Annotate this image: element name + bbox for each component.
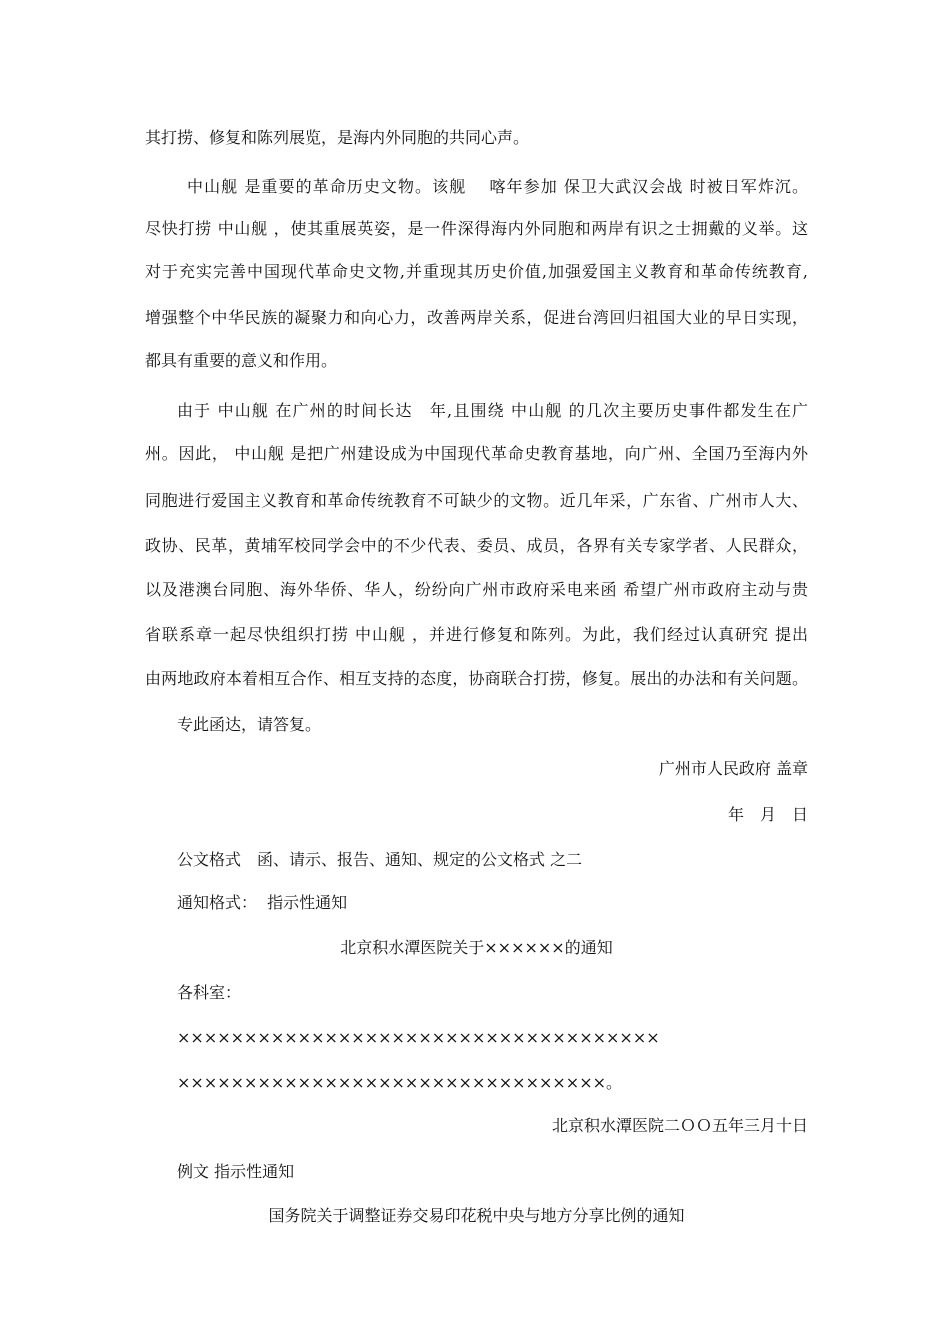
paragraph-line: 省联系章一起尽快组织打捞 中山舰 ，并进行修复和陈列。为此，我们经过认真研究 提出	[145, 625, 808, 644]
notice-format-label: 通知格式： 指示性通知	[177, 893, 348, 912]
paragraph-line: 同胞进行爱国主义教育和革命传统教育不可缺少的文物。近几年采，广东省、广州市人大、	[145, 491, 808, 510]
date-blank: 年 月 日	[727, 805, 808, 824]
paragraph-line: 都具有重要的意义和作用。	[145, 351, 338, 370]
paragraph-line: 由于 中山舰 在广州的时间长达 年,且围绕 中山舰 的几次主要历史事件都发生在广	[177, 401, 808, 420]
format-heading: 公文格式 函、请示、报告、通知、规定的公文格式 之二	[177, 850, 583, 869]
paragraph-line: 以及港澳台同胞、海外华侨、华人，纷纷向广州市政府采电来函 希望广州市政府主动与贵	[145, 580, 808, 599]
signature: 广州市人民政府 盖章	[658, 759, 808, 778]
paragraph-line: 政协、民革，黄埔军校同学会中的不少代表、委员、成员，各界有关专家学者、人民群众，	[145, 536, 808, 555]
notice-body-line: ××××××××××××××××××××××××××××××××××××	[177, 1028, 660, 1047]
paragraph-line: 其打捞、修复和陈列展览，是海内外同胞的共同心声。	[145, 128, 530, 147]
example-label: 例文 指示性通知	[177, 1162, 295, 1181]
closing-line: 专此函达，请答复。	[177, 715, 322, 734]
paragraph-line: 尽快打捞 中山舰 ，使其重展英姿，是一件深得海内外同胞和两岸有识之士拥戴的义举。这	[145, 219, 808, 238]
example-title: 国务院关于调整证券交易印花税中央与地方分享比例的通知	[268, 1206, 685, 1225]
notice-signoff: 北京积水潭医院二ＯＯ五年三月十日	[551, 1116, 808, 1135]
notice-salutation: 各科室：	[177, 983, 242, 1002]
paragraph-line: 州。因此， 中山舰 是把广州建设成为中国现代革命史教育基地，向广州、全国乃至海内外	[145, 444, 808, 463]
paragraph-line: 对于充实完善中国现代革命史文物,并重现其历史价值,加强爱国主义教育和革命传统教育,	[145, 262, 808, 281]
notice-body-line: ××××××××××××××××××××××××××××××××。	[177, 1073, 623, 1092]
paragraph-line: 中山舰 是重要的革命历史文物。该舰 喀年参加 保卫大武汉会战 时被日军炸沉。	[187, 177, 808, 196]
paragraph-line: 增强整个中华民族的凝聚力和向心力，改善两岸关系，促进台湾回归祖国大业的早日实现，	[145, 308, 808, 327]
notice-title: 北京积水潭医院关于××××××的通知	[340, 938, 613, 957]
paragraph-line: 由两地政府本着相互合作、相互支持的态度，协商联合打捞，修复。展出的办法和有关问题。	[145, 669, 808, 688]
